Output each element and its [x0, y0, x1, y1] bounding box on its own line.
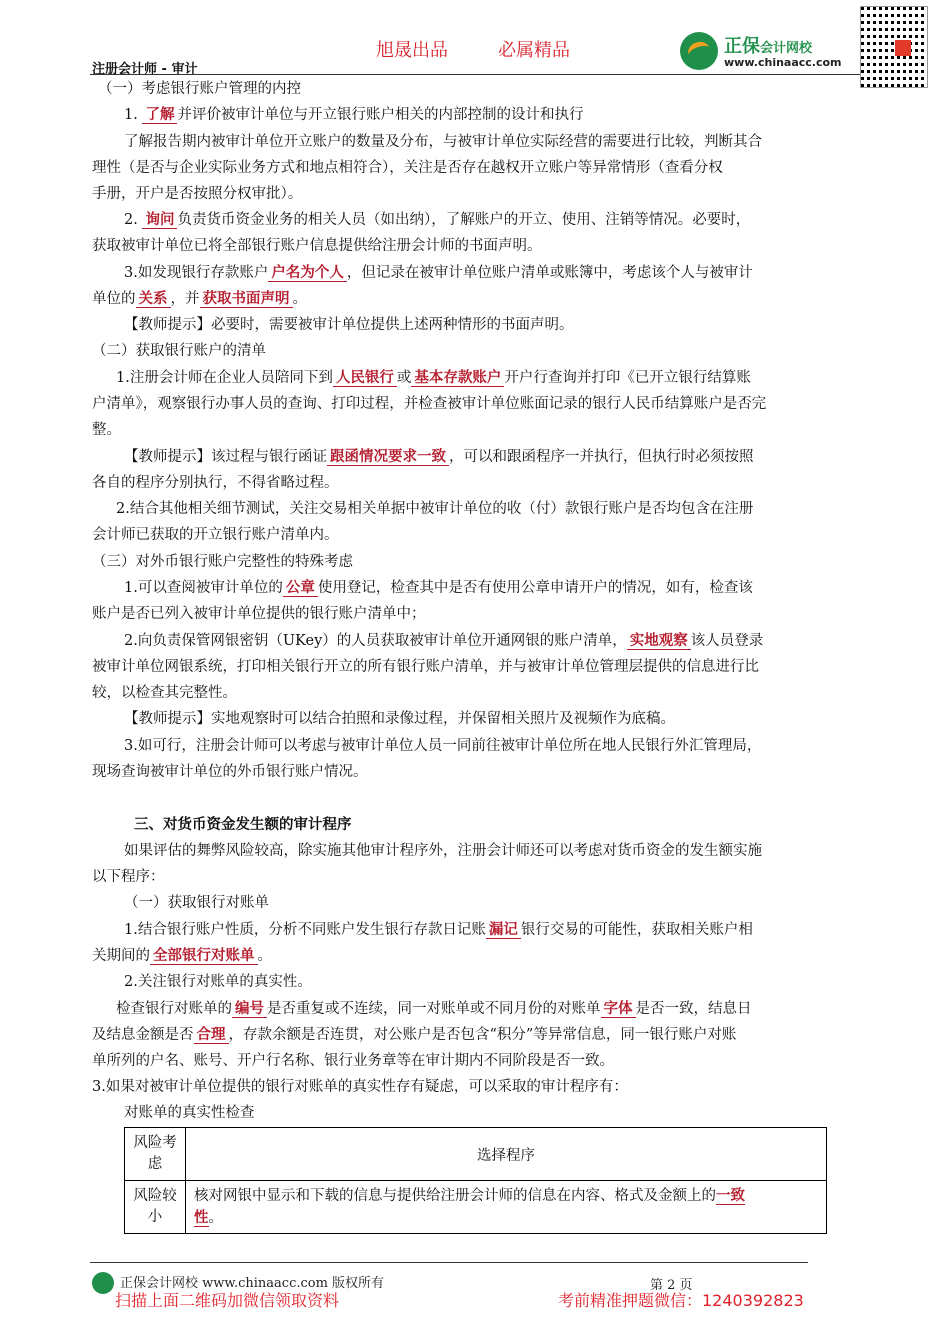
footer-logo-icon — [92, 1272, 114, 1294]
subsection-1: （一）考虑银行账户管理的内控 — [98, 81, 301, 97]
keyword-underline: 了解 — [142, 106, 177, 124]
keyword-underline: 关系 — [136, 290, 171, 308]
footer-promo-left: 扫描上面二维码加微信领取资料 — [115, 1291, 340, 1310]
paragraph-line: 3.如可行，注册会计师可以考虑与被审计单位人员一同前往被审计单位所在地人民银行外汇管理局， — [124, 738, 762, 754]
keyword-underline: 全部银行对账单 — [150, 947, 258, 965]
paragraph-line: 较，以检查其完整性。 — [92, 685, 237, 701]
keyword-underline: 获取书面声明 — [200, 290, 293, 308]
keyword-underline: 户名为个人 — [268, 264, 347, 282]
keyword-underline: 跟函情况要求一致 — [327, 448, 449, 466]
table-cell: 核对网银中显示和下载的信息与提供给注册会计师的信息在内容、格式及金额上的一致 性。 — [186, 1181, 827, 1234]
paragraph-line: 会计师已获取的开立银行账户清单内。 — [92, 527, 339, 543]
header-slogan-right: 必属精品 — [498, 40, 570, 61]
footer-copyright: 正保会计网校 www.chinaacc.com 版权所有 — [120, 1276, 385, 1291]
paragraph-line: 以下程序： — [92, 869, 165, 885]
paragraph-line: 了解报告期内被审计单位开立账户的数量及分布，与被审计单位实际经营的需要进行比较，判断其合 — [124, 134, 762, 150]
subsection-4: （一）获取银行对账单 — [124, 895, 269, 911]
paragraph-line: 检查银行对账单的 编号 是否重复或不连续，同一对账单或不同月份的对账单 字体 是否一致，结息日 — [116, 1000, 752, 1017]
keyword-underline: 字体 — [601, 1000, 636, 1018]
paragraph-line: 2.关注银行对账单的真实性。 — [124, 974, 312, 990]
teacher-tip: 【教师提示】必要时，需要被审计单位提供上述两种情形的书面声明。 — [124, 317, 574, 333]
keyword-underline: 人民银行 — [333, 369, 397, 387]
keyword-underline: 实地观察 — [627, 632, 691, 650]
paragraph-line: 3.如果对被审计单位提供的银行对账单的真实性存有疑虑，可以采取的审计程序有： — [92, 1079, 628, 1095]
paragraph-line: 3.如发现银行存款账户 户名为个人 ，但记录在被审计单位账户清单或账簿中，考虑该个人与被审计 — [124, 264, 753, 281]
keyword-underline: 漏记 — [486, 921, 521, 939]
paragraph-line: 理性（是否与企业实际业务方式和地点相符合），关注是否存在越权开立账户等异常情形（查看分权 — [92, 160, 723, 176]
keyword-underline: 公章 — [283, 579, 318, 597]
paragraph-line: 账户是否已列入被审计单位提供的银行账户清单中； — [92, 606, 426, 622]
paragraph-line: 1.注册会计师在企业人员陪同下到 人民银行 或 基本存款账户 开户行查询并打印《已开立银行结算账 — [116, 369, 751, 386]
keyword-underline: 基本存款账户 — [411, 369, 504, 387]
paragraph-line: 被审计单位网银系统，打印相关银行开立的所有银行账户清单，并与被审计单位管理层提供的信息进行比 — [92, 659, 759, 675]
table-header-row — [125, 1128, 827, 1181]
paragraph-line: 现场查询被审计单位的外币银行账户情况。 — [92, 764, 368, 780]
paragraph-line: 及结息金额是否 合理 ，存款余额是否连贯，对公账户是否包含“积分”等异常信息，同一银行账户对账 — [92, 1026, 737, 1043]
footer-promo-right: 考前精准押题微信：1240392823 — [558, 1291, 804, 1310]
logo-name: 正保 — [724, 36, 760, 57]
qr-badge-icon — [895, 40, 911, 56]
logo[interactable] — [680, 30, 860, 72]
table-header-cell: 选择程序 — [186, 1128, 827, 1181]
course-title: 注册会计师 - 审计 — [92, 62, 198, 77]
table-row — [125, 1181, 827, 1234]
subsection-2: （二）获取银行账户的清单 — [92, 343, 266, 359]
keyword-underline: 询问 — [142, 211, 177, 229]
subsection-3: （三）对外币银行账户完整性的特殊考虑 — [92, 554, 353, 570]
qr-code-icon — [860, 6, 928, 88]
keyword-underline: 合理 — [194, 1026, 229, 1044]
paragraph-line: 关期间的 全部银行对账单 。 — [92, 947, 272, 964]
header-slogan-left: 旭晟出品 — [376, 40, 448, 61]
section-heading-3: 三、对货币资金发生额的审计程序 — [134, 816, 352, 833]
table-caption: 对账单的真实性检查 — [124, 1105, 255, 1121]
paragraph-line: 2.结合其他相关细节测试，关注交易相关单据中被审计单位的收（付）款银行账户是否均包含在注册 — [116, 501, 754, 517]
footer-divider — [90, 1262, 808, 1263]
paragraph-line: 整。 — [92, 422, 121, 438]
header-divider — [90, 74, 860, 75]
paragraph-line: 单所列的户名、账号、开户行名称、银行业务章等在审计期内不同阶段是否一致。 — [92, 1053, 614, 1069]
paragraph-line: 如果评估的舞弊风险较高，除实施其他审计程序外，注册会计师还可以考虑对货币资金的发生额实施 — [124, 843, 762, 859]
paragraph-line: 2.向负责保管网银密钥（UKey）的人员获取被审计单位开通网银的账户清单， 实地观察 该人员登录 — [124, 632, 764, 649]
page-number: 第 2 页 — [650, 1278, 693, 1293]
paragraph-line: 单位的 关系 ，并 获取书面声明 。 — [92, 290, 307, 307]
logo-url: www.chinaacc.com — [724, 56, 842, 69]
teacher-tip: 【教师提示】实地观察时可以结合拍照和录像过程，并保留相关照片及视频作为底稿。 — [124, 711, 675, 727]
paragraph-line: 2. 询问 负责货币资金业务的相关人员（如出纳），了解账户的开立、使用、注销等情况。必要时， — [124, 211, 751, 228]
teacher-tip: 【教师提示】该过程与银行函证 跟函情况要求一致 ，可以和跟函程序一并执行，但执行时必须按照 — [124, 448, 754, 465]
table-cell: 风险较小 — [125, 1181, 186, 1234]
paragraph-line: 获取被审计单位已将全部银行账户信息提供给注册会计师的书面声明。 — [92, 238, 542, 254]
logo-icon — [680, 32, 718, 70]
logo-sub: 会计网校 — [760, 41, 813, 56]
paragraph-line: 1. 了解 并评价被审计单位与开立银行账户相关的内部控制的设计和执行 — [124, 106, 584, 123]
paragraph-line: 各自的程序分别执行，不得省略过程。 — [92, 475, 339, 491]
keyword-underline: 编号 — [232, 1000, 267, 1018]
paragraph-line: 手册，开户是否按照分权审批）。 — [92, 186, 303, 202]
paragraph-line: 1.可以查阅被审计单位的 公章 使用登记，检查其中是否有使用公章申请开户的情况，如有，检查该 — [124, 579, 753, 596]
table-header-cell: 风险考虑 — [125, 1128, 186, 1181]
paragraph-line: 户清单》，观察银行办事人员的查询、打印过程，并检查被审计单位账面记录的银行人民币结算账户是否完 — [92, 396, 767, 412]
procedure-table — [124, 1127, 827, 1234]
paragraph-line: 1.结合银行账户性质，分析不同账户发生银行存款日记账 漏记 银行交易的可能性，获取相关账户相 — [124, 921, 753, 938]
